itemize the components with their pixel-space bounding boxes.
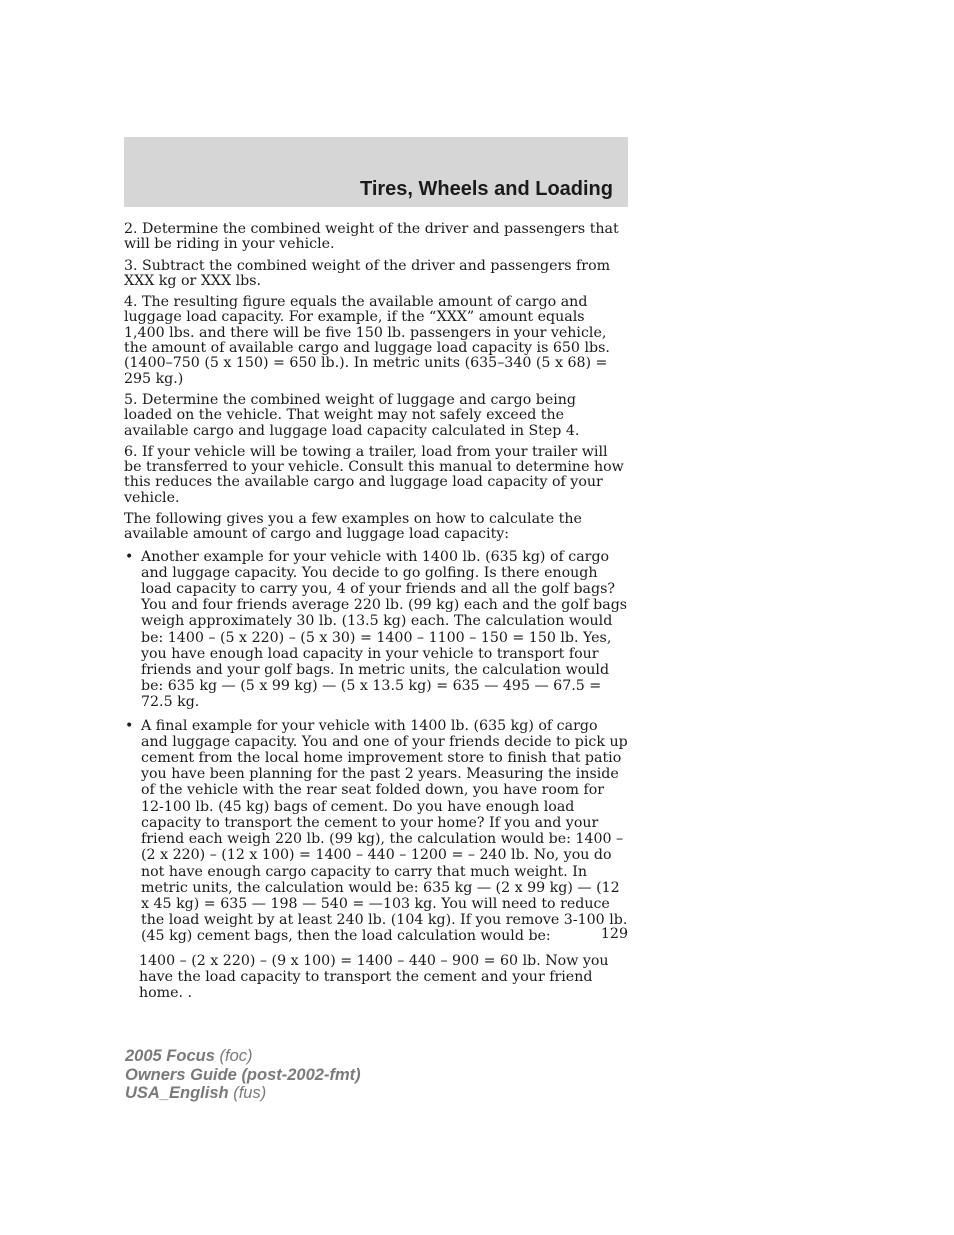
bullet-icon: • — [125, 548, 134, 565]
footer-line-model — [125, 1047, 361, 1066]
step-4-paragraph: 4. The resulting figure equals the available amount of cargo and luggage load capacity. For example, if the “XXX” amount equals 1,400 lbs. and there will be five 150 lb. passengers in your vehicle, the amount of available cargo and luggage load capacity is 650 lbs. (1400–750 (5 x 150) = 650 lb.). In metric units (635–340 (5 x 68) = 295 kg.) — [124, 294, 610, 387]
examples-intro-paragraph: The following gives you a few examples on how to calculate the available amount of cargo and luggage load capacity: — [124, 511, 582, 543]
list-item-text: A final example for your vehicle with 1400 lb. (635 kg) of cargo and luggage capacity. You and one of your friends decide to pick up cement from the local home improvement store to finish that patio you have been planning for the past 2 years. Measuring the inside of the vehicle with the rear seat folded down, you have room for 12-100 lb. (45 kg) bags of cement. Do you have enough load capacity to transport the cement to your home? If you and your friend each weigh 220 lb. (99 kg), the calculation would be: 1400 – (2 x 220) – (12 x 100) = 1400 – 440 – 1200 = – 240 lb. No, you do not have enough cargo capacity to carry that much weight. In metric units, the calculation would be: 635 kg — (2 x 99 kg) — (12 x 45 kg) = 635 — 198 — 540 = —103 kg. You will need to reduce the load weight by at least 240 lb. (104 kg). If you remove 3-100 lb. (45 kg) cement bags, then the load calculation would be: — [141, 717, 628, 945]
section-header-band — [124, 137, 628, 207]
step-2-paragraph: 2. Determine the combined weight of the driver and passengers that will be riding in your vehicle. — [124, 221, 619, 253]
footer-model-code: (foc) — [219, 1047, 253, 1065]
step-6-paragraph: 6. If your vehicle will be towing a trailer, load from your trailer will be transferred to your vehicle. Consult this manual to determine how this reduces the available cargo and luggage load capacity of your vehicle. — [124, 443, 624, 506]
section-title: Tires, Wheels and Loading — [359, 178, 613, 200]
footer-guide: Owners Guide (post-2002-fmt) — [125, 1065, 361, 1084]
footer-language-code: (fus) — [233, 1084, 267, 1102]
bullet-icon: • — [125, 717, 134, 734]
footer-line-guide — [125, 1066, 361, 1085]
examples-list — [124, 549, 628, 945]
footer-line-language — [125, 1084, 361, 1103]
document-footer — [125, 1047, 361, 1103]
page-content — [124, 222, 628, 1007]
continuation-paragraph: 1400 – (2 x 220) – (9 x 100) = 1400 – 440 – 900 = 60 lb. Now you have the load capacity to transport the cement and your friend home. . — [139, 952, 609, 1001]
list-item — [124, 549, 628, 711]
footer-model: 2005 Focus — [125, 1047, 215, 1065]
footer-language: USA_English — [125, 1084, 229, 1102]
step-3-paragraph: 3. Subtract the combined weight of the driver and passengers from XXX kg or XXX lbs. — [124, 257, 611, 289]
step-5-paragraph: 5. Determine the combined weight of luggage and cargo being loaded on the vehicle. That weight may not safely exceed the available cargo and luggage load capacity calculated in Step 4. — [124, 391, 580, 439]
page-number: 129 — [600, 926, 628, 942]
list-item — [124, 718, 628, 945]
list-item-text: Another example for your vehicle with 1400 lb. (635 kg) of cargo and luggage capacity. You decide to go golfing. Is there enough load capacity to carry you, 4 of your friends and all the golf bags? You and four friends average 220 lb. (99 kg) each and the golf bags weigh approximately 30 lb. (13.5 kg) each. The calculation would be: 1400 – (5 x 220) – (5 x 30) = 1400 – 1100 – 150 = 150 lb. Yes, you have enough load capacity in your vehicle to transport four friends and your golf bags. In metric units, the calculation would be: 635 kg — (5 x 99 kg) — (5 x 13.5 kg) = 635 — 495 — 67.5 = 72.5 kg. — [141, 548, 628, 711]
